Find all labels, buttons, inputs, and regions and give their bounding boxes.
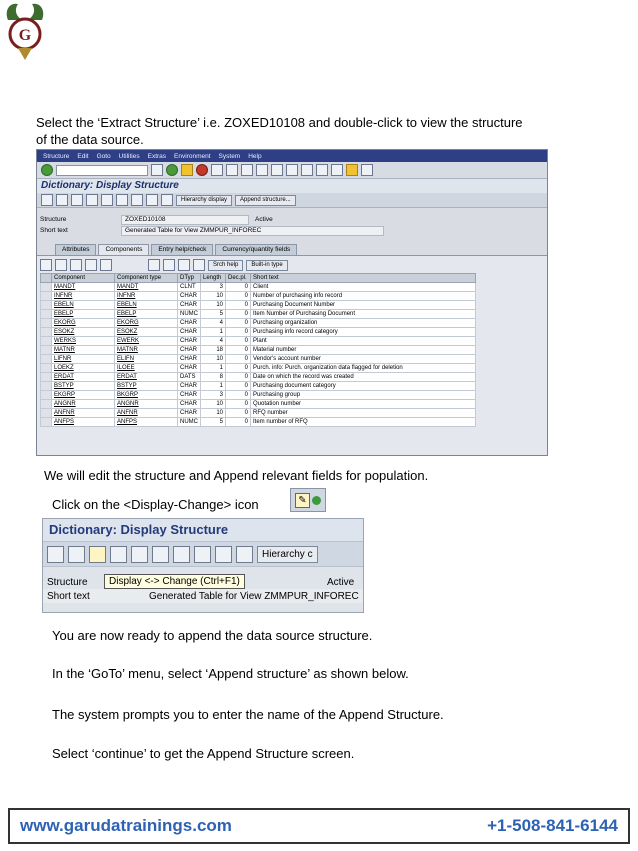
component-type-cell[interactable]: ANFNR [115,409,178,418]
intro-line-1: Select the ‘Extract Structure’ i.e. ZOXED10108 and double-click to view the structure [36,115,523,130]
sap-display-change-screenshot [42,518,364,613]
row-selector[interactable] [41,301,52,310]
short-text-cell: Plant [251,337,476,346]
length-cell: 10 [201,292,226,301]
hierarchy-icon[interactable] [194,546,211,563]
step-3: The system prompts you to enter the name of the Append Structure. [52,707,444,722]
forward-arrow-icon[interactable] [68,546,85,563]
table-row[interactable] [41,400,476,409]
table-row[interactable] [41,409,476,418]
sap-standard-toolbar [37,162,547,179]
col-component-type: Component type [115,274,178,283]
menu-help[interactable]: Help [248,152,262,160]
sap2-short-text-row [43,589,363,603]
row-selector[interactable] [41,346,52,355]
where-used-icon[interactable] [152,546,169,563]
component-cell[interactable]: LOEKZ [52,364,115,373]
sap-structure-screenshot [36,149,548,456]
save-icon[interactable] [151,164,163,176]
decimals-cell: 0 [226,382,251,391]
col-component: Component [52,274,115,283]
row-selector[interactable] [41,364,52,373]
menu-edit[interactable]: Edit [77,152,89,160]
components-toolbar [40,259,544,271]
decimals-cell: 0 [226,364,251,373]
row-selector[interactable] [41,382,52,391]
short-text-cell: Purchasing document category [251,382,476,391]
nav-forward-icon[interactable] [56,194,68,206]
col-decimals: Dec.pl. [226,274,251,283]
sap2-status: Active [327,576,355,588]
component-type-cell[interactable]: EBELP [115,310,178,319]
components-panel [37,255,547,456]
sap-tabs [37,242,547,255]
component-cell[interactable]: MATNR [52,346,115,355]
component-cell[interactable]: EBELN [52,301,115,310]
dtyp-cell: CHAR [178,292,201,301]
component-type-cell[interactable]: EBELN [115,301,178,310]
component-cell[interactable]: ESOKZ [52,328,115,337]
logo-letter: G [18,27,32,44]
dtyp-cell: CHAR [178,337,201,346]
activate-icon[interactable] [101,194,113,206]
decimals-cell: 0 [226,310,251,319]
hierarchy-display-button[interactable]: Hierarchy display [176,195,232,206]
structure-row [37,214,547,225]
length-cell: 10 [201,301,226,310]
dtyp-cell: CHAR [178,364,201,373]
layout-icon[interactable] [361,164,373,176]
component-cell[interactable]: EKORG [52,319,115,328]
menu-system[interactable]: System [218,152,241,160]
display-change-icon[interactable] [89,546,106,563]
row-selector[interactable] [41,310,52,319]
dtyp-cell: CHAR [178,391,201,400]
sap2-short-text-label: Short text [47,590,90,602]
decimals-cell: 0 [226,373,251,382]
length-cell: 8 [201,373,226,382]
filter-icon[interactable] [148,259,160,271]
length-cell: 4 [201,337,226,346]
built-in-type-button[interactable]: Built-in type [246,260,287,271]
length-cell: 18 [201,346,226,355]
short-text-cell: RFQ number [251,409,476,418]
length-cell: 1 [201,328,226,337]
copy-icon[interactable] [55,259,67,271]
cut-icon[interactable] [40,259,52,271]
short-text-cell: Purchasing info record category [251,328,476,337]
length-cell: 3 [201,283,226,292]
length-cell: 5 [201,310,226,319]
hierarchy-icon[interactable] [146,194,158,206]
table-row[interactable] [41,382,476,391]
append-structure-button[interactable]: Append structure... [235,195,296,206]
object-list-icon[interactable] [173,546,190,563]
component-type-cell[interactable]: BSTYP [115,382,178,391]
component-cell[interactable]: ANGNR [52,400,115,409]
short-text-cell: Item number of RFQ [251,418,476,427]
structure-status: Active [255,216,273,223]
short-text-cell: Material number [251,346,476,355]
row-selector[interactable] [41,319,52,328]
col-dtyp: DTyp [178,274,201,283]
sap-menu-bar [37,150,547,162]
print-icon[interactable] [215,546,232,563]
table-row[interactable] [41,337,476,346]
short-text-cell: Purchasing group [251,391,476,400]
dtyp-cell: DATS [178,373,201,382]
length-cell: 10 [201,409,226,418]
col-length: Length [201,274,226,283]
activate-icon[interactable] [131,546,148,563]
row-selector[interactable] [41,409,52,418]
tab-currency-quantity[interactable]: Currency/quantity fields [215,244,297,255]
dtyp-cell: CLNT [178,283,201,292]
back-icon[interactable] [166,164,178,176]
structure-label: Structure [40,216,67,223]
table-row[interactable] [41,346,476,355]
length-cell: 5 [201,418,226,427]
row-selector[interactable] [41,418,52,427]
insert-row-icon[interactable] [85,259,97,271]
search-help-icon[interactable] [193,259,205,271]
length-cell: 1 [201,382,226,391]
component-type-cell[interactable]: ESOKZ [115,328,178,337]
dtyp-cell: CHAR [178,346,201,355]
component-type-cell[interactable]: MANDT [115,283,178,292]
green-gear-icon [312,496,321,505]
dtyp-cell: CHAR [178,355,201,364]
component-cell[interactable]: ANFNR [52,409,115,418]
step-2: In the ‘GoTo’ menu, select ‘Append structure’ as shown below. [52,666,409,681]
back-arrow-icon[interactable] [47,546,64,563]
step-4: Select ‘continue’ to get the Append Structure screen. [52,746,355,761]
check-icon[interactable] [110,546,127,563]
sap2-structure-label: Structure [47,576,88,588]
decimals-cell: 0 [226,292,251,301]
next-page-icon[interactable] [286,164,298,176]
table-row[interactable] [41,418,476,427]
row-selector[interactable] [41,373,52,382]
table-row[interactable] [41,364,476,373]
menu-structure[interactable]: Structure [43,152,70,160]
component-cell[interactable]: INFNR [52,292,115,301]
step-1: You are now ready to append the data source structure. [52,628,373,643]
dtyp-cell: CHAR [178,301,201,310]
paste-icon[interactable] [70,259,82,271]
short-text-value: Generated Table for View ZMMPUR_INFOREC [121,226,384,236]
short-text-label: Short text [40,227,68,234]
component-cell[interactable]: EKGRP [52,391,115,400]
shortcut-icon[interactable] [331,164,343,176]
intro-line-2: of the data source. [36,132,144,147]
short-text-cell: Number of purchasing info record [251,292,476,301]
check-icon[interactable] [86,194,98,206]
decimals-cell: 0 [226,301,251,310]
enter-icon[interactable] [41,164,53,176]
decimals-cell: 0 [226,355,251,364]
decimals-cell: 0 [226,400,251,409]
table-row[interactable] [41,310,476,319]
component-type-cell[interactable]: ERDAT [115,373,178,382]
dtyp-cell: CHAR [178,328,201,337]
edit-structure-text: We will edit the structure and Append relevant fields for population. [44,468,429,483]
component-cell[interactable]: LIFNR [52,355,115,364]
row-selector[interactable] [41,391,52,400]
display-change-icon-sample [290,488,326,512]
components-table-body [41,283,476,427]
menu-environment[interactable]: Environment [174,152,211,160]
sap-app-toolbar [37,193,547,208]
short-text-cell: Purchasing Document Number [251,301,476,310]
first-page-icon[interactable] [256,164,268,176]
find-next-icon[interactable] [241,164,253,176]
decimals-cell: 0 [226,418,251,427]
row-selector[interactable] [41,355,52,364]
component-cell[interactable]: ANFPS [52,418,115,427]
table-row[interactable] [41,292,476,301]
tab-components[interactable]: Components [98,244,149,255]
select-column-header [41,274,52,283]
table-row[interactable] [41,391,476,400]
component-type-cell[interactable]: INFNR [115,292,178,301]
object-list-icon[interactable] [131,194,143,206]
short-text-cell: Vendor's account number [251,355,476,364]
component-type-cell[interactable]: ANFPS [115,418,178,427]
length-cell: 10 [201,400,226,409]
row-selector[interactable] [41,283,52,292]
dtyp-cell: CHAR [178,409,201,418]
component-cell[interactable]: MANDT [52,283,115,292]
menu-goto[interactable]: Goto [96,152,111,160]
length-cell: 4 [201,319,226,328]
display-change-icon[interactable] [71,194,83,206]
component-type-cell[interactable]: EKORG [115,319,178,328]
dtyp-cell: NUMC [178,310,201,319]
prev-page-icon[interactable] [271,164,283,176]
row-selector[interactable] [41,328,52,337]
component-type-cell[interactable]: ANGNR [115,400,178,409]
component-cell[interactable]: BSTYP [52,382,115,391]
decimals-cell: 0 [226,346,251,355]
dtyp-cell: CHAR [178,319,201,328]
component-cell[interactable]: WERKS [52,337,115,346]
sap2-toolbar [43,541,363,567]
sap2-title: Dictionary: Display Structure [43,519,363,541]
decimals-cell: 0 [226,409,251,418]
menu-extras[interactable]: Extras [147,152,167,160]
short-text-row [37,225,547,236]
components-table [40,273,476,427]
decimals-cell: 0 [226,391,251,400]
dtyp-cell: CHAR [178,400,201,409]
footer-bar [8,808,630,844]
short-text-cell: Client [251,283,476,292]
srch-help-button[interactable]: Srch help [208,260,243,271]
garuda-logo [0,0,50,62]
find-icon[interactable] [226,164,238,176]
print-icon[interactable] [211,164,223,176]
length-cell: 3 [201,391,226,400]
tab-entry-help[interactable]: Entry help/check [151,244,213,255]
short-text-cell: Quotation number [251,400,476,409]
decimals-cell: 0 [226,328,251,337]
table-header-row [41,274,476,283]
sort-icon[interactable] [163,259,175,271]
component-type-cell[interactable]: BKGRP [115,391,178,400]
where-used-icon[interactable] [116,194,128,206]
last-page-icon[interactable] [301,164,313,176]
sap-screen-title: Dictionary: Display Structure [37,179,547,193]
short-text-cell: Date on which the record was created [251,373,476,382]
table-row[interactable] [41,283,476,292]
component-cell[interactable]: ERDAT [52,373,115,382]
structure-value: ZOXED10108 [121,215,249,225]
dtyp-cell: NUMC [178,418,201,427]
table-row[interactable] [41,328,476,337]
new-session-icon[interactable] [316,164,328,176]
short-text-cell: Purch. info: Purch. organization data flagged for deletion [251,364,476,373]
short-text-cell: Item Number of Purchasing Document [251,310,476,319]
row-selector[interactable] [41,400,52,409]
hierarchy-button[interactable]: Hierarchy c [257,546,318,563]
intro-text [36,114,616,148]
row-selector[interactable] [41,337,52,346]
component-type-cell[interactable]: ILOEE [115,364,178,373]
decimals-cell: 0 [226,319,251,328]
decimals-cell: 0 [226,337,251,346]
help-icon[interactable] [346,164,358,176]
details-icon[interactable] [178,259,190,271]
display-change-instruction: Click on the <Display-Change> icon [52,497,259,512]
component-cell[interactable]: EBELP [52,310,115,319]
row-selector[interactable] [41,292,52,301]
short-text-cell: Purchasing organization [251,319,476,328]
info-icon[interactable] [236,546,253,563]
table-row[interactable] [41,373,476,382]
tab-attributes[interactable]: Attributes [55,244,96,255]
phone-number: +1-508-841-6144 [487,816,618,835]
decimals-cell: 0 [226,283,251,292]
table-row[interactable] [41,355,476,364]
cancel-icon[interactable] [196,164,208,176]
display-change-tooltip: Display <-> Change (Ctrl+F1) [104,574,245,589]
component-type-cell[interactable]: ELIFN [115,355,178,364]
col-short-text: Short text [251,274,476,283]
component-type-cell[interactable]: EWERK [115,337,178,346]
table-row[interactable] [41,319,476,328]
table-row[interactable] [41,301,476,310]
delete-row-icon[interactable] [100,259,112,271]
length-cell: 1 [201,364,226,373]
length-cell: 10 [201,355,226,364]
info-icon[interactable] [161,194,173,206]
pencil-glasses-icon: ✎ [295,493,310,508]
nav-back-icon[interactable] [41,194,53,206]
menu-utilities[interactable]: Utilities [118,152,140,160]
component-type-cell[interactable]: MATNR [115,346,178,355]
dtyp-cell: CHAR [178,382,201,391]
exit-icon[interactable] [181,164,193,176]
command-field[interactable] [56,165,148,176]
sap2-short-text-value: Generated Table for View ZMMPUR_INFOREC [149,590,359,602]
website-link[interactable]: www.garudatrainings.com [20,816,232,835]
